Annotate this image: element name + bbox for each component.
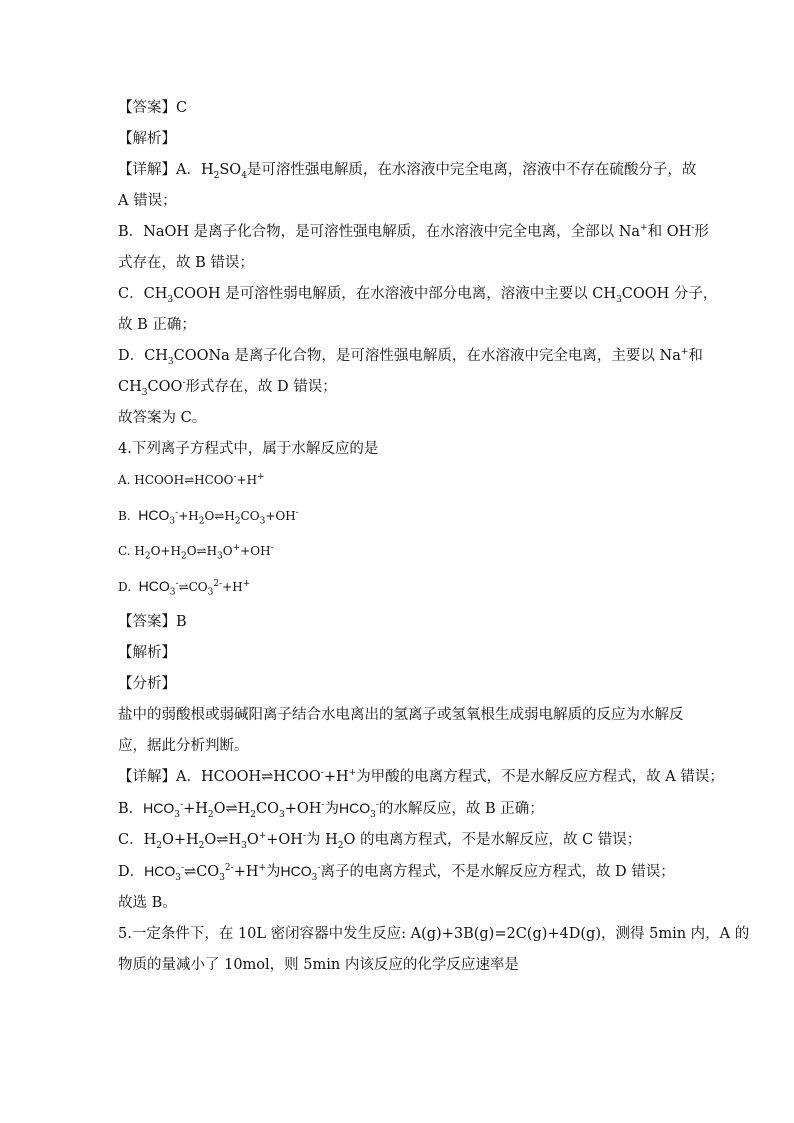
q4-detail-d: D．$HCO_3^-\rightleftharpoons CO_3^{2-}+H^+$为$HCO_3^-$离子的电离方程式，不是水解反应方程式，故 D 错误； [118,863,675,883]
q3-detail-b-cont: 式存在，故 B 错误； [118,255,254,271]
q4-analysis-heading: 【解析】 [118,645,176,661]
q4-detail-c: C．$H_2O+H_2O\rightleftharpoons H_3O^++OH^-$为 $H_2O$ 的电离方程式，不是水解反应，故 C 错误； [118,831,642,851]
q3-analysis-heading: 【解析】 [118,131,176,147]
q4-detail-a: 【详解】A．HCOOH⇌HCOO-+H+为甲酸的电离方程式，不是水解反应方程式，故 A 错误； [118,768,724,785]
q3-detail-b: B．NaOH 是离子化合物，是可溶性强电解质，在水溶液中完全电离，全部以 Na+和 OH-形 [118,223,709,240]
q3-detail-c: C．$CH_3COOH$ 是可溶性弱电解质，在水溶液中部分电离，溶液中主要以 $CH_3COOH$ 分子， [118,286,718,305]
q4-option-b: B. $HCO_3^-+H_2O\rightleftharpoons H_2CO_3+OH^-$ [118,507,299,527]
q3-detail-d: D．$CH_3COONa$ 是离子化合物，是可溶性强电解质，在水溶液中完全电离，主要以 Na+和 [118,347,703,367]
q4-option-c: C. $H_2O+H_2O\rightleftharpoons H_3O^++OH^-$ [118,543,274,562]
q4-answer: 【答案】B [118,614,187,630]
q4-option-a: A. HCOOH⇌HCOO-+H+ [118,472,265,487]
q3-answer: 【答案】C [118,100,188,116]
q4-stem: 4.下列离子方程式中，属于水解反应的是 [118,441,379,457]
q4-analysis-subheading: 【分析】 [118,676,176,692]
q5-stem-line-2: 物质的量减小了 10mol，则 5min 内该反应的化学反应速率是 [118,957,519,973]
q4-option-d: D. $HCO_3^-\rightleftharpoons CO_3^{2-}+H^+$ [118,578,251,598]
q5-stem-line-1: 5.一定条件下，在 10L 密闭容器中发生反应: A(g)+3B(g)=2C(g)+4D(g)，测得 5min 内，A 的 [118,926,750,942]
q3-detail-a: 【详解】A．$H_2SO_4$是可溶性强电解质，在水溶液中完全电离，溶液中不存在硫酸分子，故 [118,162,697,181]
q4-conclusion: 故选 B。 [118,895,177,911]
q3-detail-a-cont: A 错误； [118,193,177,209]
q3-detail-d-cont: $CH_3COO^-$形式存在，故 D 错误； [118,378,337,398]
document-page [118,98,750,976]
q4-analysis-text-1: 盐中的弱酸根或弱碱阳离子结合水电离出的氢离子或氢氧根生成弱电解质的反应为水解反 [118,707,684,723]
q4-detail-b: B．$HCO_3^-+H_2O\rightleftharpoons H_2CO_3+OH^-$为$HCO_3^-$的水解反应，故 B 正确； [118,800,544,820]
q3-detail-c-cont: 故 B 正确； [118,317,196,333]
q3-conclusion: 故答案为 C。 [118,410,207,426]
q4-analysis-text-2: 应，据此分析判断。 [118,738,249,754]
